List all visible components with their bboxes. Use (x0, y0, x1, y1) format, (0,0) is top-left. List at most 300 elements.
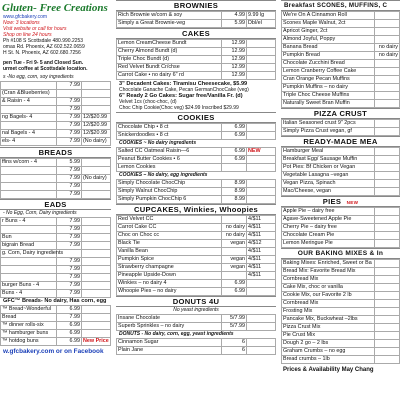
menu-row (1, 130, 111, 138)
item-name: Cherry Pie – dairy free (282, 224, 375, 232)
item-name: Chocolate Chip • 8 ct (117, 124, 222, 132)
item-price: 12.99 (222, 72, 247, 80)
item-note (82, 282, 111, 290)
menu-row (282, 164, 400, 172)
allergen-note: s -No egg, corn, soy ingredients (3, 74, 74, 80)
item-price (375, 128, 400, 136)
menu-row (117, 347, 276, 355)
menu-row (1, 242, 111, 250)
menu-row (282, 60, 400, 68)
gfc-breads-line: GFC™ Breads- No dairy, Has corn, egg (3, 298, 107, 304)
item-name: Naturally Sweet Bran Muffin (282, 100, 375, 108)
item-name: Choc on Choc cc (117, 232, 222, 240)
item-name: Cornbread Mix (282, 276, 375, 284)
item-name: Simply Pumpkin ChocChip 6 (117, 196, 222, 204)
item-note: New Price (83, 338, 109, 344)
breads-table (0, 158, 111, 199)
item-name: Buns - 4 (1, 290, 57, 298)
item-note (82, 314, 111, 322)
item-price (375, 292, 400, 300)
mixes-table (281, 259, 400, 364)
item-price (375, 100, 400, 108)
item-price (375, 164, 400, 172)
menu-row (282, 36, 400, 44)
pies-table (281, 207, 400, 248)
item-price (375, 172, 400, 180)
item-note: 4/$11 (247, 264, 276, 272)
menu-row (1, 175, 111, 183)
item-note (82, 330, 111, 338)
hours-note: Visit website or call for hours (3, 26, 67, 32)
menu-row (282, 28, 400, 36)
website-footer[interactable]: w.gfcbakery.com or on Facebook (3, 348, 104, 355)
section-header-cakes: CAKES (116, 28, 276, 39)
item-name: Italian Seasoned crust 9" 2pcs (282, 120, 375, 128)
menu-row (1, 98, 111, 106)
menu-row (117, 180, 276, 188)
item-note (247, 124, 276, 132)
menu-row (117, 56, 276, 64)
section-header-breads: BREADS (0, 147, 111, 158)
item-price: 6.99 (57, 330, 82, 338)
item-price: no dairy (375, 52, 400, 60)
item-price (375, 156, 400, 164)
item-price: 5.99 (57, 159, 82, 167)
menu-row (282, 332, 400, 340)
six-inch-cakes-sub: Velvet 1cs (choc-choc, (d) (119, 99, 177, 105)
donuts-table (116, 314, 276, 331)
item-price: 7.99 (57, 82, 82, 90)
item-name (1, 191, 57, 199)
item-price: 6.99 (57, 306, 82, 314)
item-note (247, 196, 276, 204)
item-price: 7.99 (57, 226, 82, 234)
item-name: Frosting Mix (282, 308, 375, 316)
breakfast-table (281, 11, 400, 108)
menu-row (1, 167, 111, 175)
menu-row (1, 90, 111, 98)
item-price (375, 268, 400, 276)
item-name: Dough 2 go – 2 lbs (282, 340, 375, 348)
item-note (247, 323, 276, 331)
menu-row (1, 226, 111, 234)
item-name: Black Tie (117, 240, 222, 248)
item-name: Bread crumbs – 1lb (282, 356, 375, 364)
item-name: Triple Choc Cheese Muffins (282, 92, 375, 100)
menu-row (117, 48, 276, 56)
item-price (375, 232, 400, 240)
item-note: 4/$11 (247, 224, 276, 232)
item-name: ™ hamburger buns (1, 330, 57, 338)
pies-title: PIES (322, 197, 342, 206)
six-inch-cakes-sub: Choc Chip Cookie(Choc veg) $24.99 Inscribed $29.99 (119, 105, 239, 111)
item-name: Banana Bread (282, 44, 375, 52)
item-note (82, 242, 111, 250)
item-price (375, 36, 400, 44)
item-note (82, 90, 111, 98)
menu-row (282, 128, 400, 136)
address-line: omas Rd. Phoenix, AZ 602.522.0659 (3, 44, 85, 50)
item-price: 6.99 (222, 148, 247, 156)
item-name: Lemon Cookies (117, 164, 222, 172)
menu-row (117, 248, 276, 256)
item-name: Pumpkin Muffins – no dairy (282, 84, 375, 92)
item-name (1, 122, 57, 130)
section-header-donuts: DONUTS 4U (116, 296, 276, 307)
item-name: Simply Walnut ChocChip (117, 188, 222, 196)
menu-row (117, 256, 276, 264)
item-note (82, 306, 111, 314)
item-note (82, 106, 111, 114)
cookies-allergen-note-2: COOKIES – No dairy, egg ingredients (119, 172, 208, 178)
item-price: 6.99 (222, 156, 247, 164)
item-price (375, 276, 400, 284)
item-note: 12/$20.99 (82, 130, 111, 138)
item-price: 7.99 (57, 242, 82, 250)
menu-row (282, 148, 400, 156)
menu-row (117, 323, 276, 331)
section-header-cookies: COOKIES (116, 112, 276, 123)
item-note (82, 266, 111, 274)
item-name: Breakfast Egg/ Sausage Muffin (282, 156, 375, 164)
menu-row (117, 240, 276, 248)
menu-row (1, 330, 111, 338)
menu-row (117, 216, 276, 224)
item-name: (Cran &Blueberries) (1, 90, 57, 98)
item-name: Bread (1, 314, 57, 322)
item-name: Apple Pie – dairy free (282, 208, 375, 216)
menu-row (1, 258, 111, 266)
item-note: 4/$11 (247, 272, 276, 280)
item-price: 8.99 (222, 180, 247, 188)
item-name: Snickerdoodles • 8 ct (117, 132, 222, 140)
item-note: (No dairy) (82, 175, 111, 183)
item-price: vegan (222, 240, 247, 248)
item-price (375, 28, 400, 36)
item-price (222, 164, 247, 172)
menu-row (117, 40, 276, 48)
item-price: 5/7.99 (222, 323, 247, 331)
item-price: 7.99 (57, 290, 82, 298)
menu-row (282, 120, 400, 128)
item-name: Bread Mix: Favorite Bread Mix (282, 268, 375, 276)
store-hours: pen Tue - Fri 9- 5 and Closed Sun. (3, 60, 84, 66)
item-price (375, 76, 400, 84)
menu-row (282, 348, 400, 356)
menu-row (1, 183, 111, 191)
item-price: 12.99 (222, 64, 247, 72)
item-price (375, 188, 400, 196)
menu-row (282, 216, 400, 224)
item-name: Peanut Butter Cookies • 6 (117, 156, 222, 164)
item-price: 7.99 (57, 218, 82, 226)
donuts-plain-table (116, 338, 276, 355)
menu-row (1, 306, 111, 314)
item-note (247, 132, 276, 140)
menu-row (1, 114, 111, 122)
menu-row (1, 322, 111, 330)
menu-row (282, 92, 400, 100)
item-name: bigrain Bread (1, 242, 57, 250)
item-name: Simply Chocolate ChocChip (117, 180, 222, 188)
brownies-table (116, 11, 276, 28)
section-header-ready-made: READY-MADE MEA (281, 136, 400, 147)
menu-row (282, 68, 400, 76)
menu-row (117, 339, 276, 347)
item-price: 8.99 (222, 188, 247, 196)
item-price: 7.99 (57, 183, 82, 191)
menu-row (1, 338, 111, 346)
item-name: Vegan Pizza, Spinach (282, 180, 375, 188)
menu-row (282, 156, 400, 164)
item-name (1, 82, 57, 90)
item-note (82, 82, 111, 90)
item-price (375, 120, 400, 128)
item-name: ng Bagels- 4 (1, 114, 57, 122)
menu-row (282, 188, 400, 196)
item-note (82, 167, 111, 175)
three-inch-cakes: 3" Decadent Cakes: Tiramisu Cheesecake, $5.99 (119, 81, 248, 87)
item-name: Mac/Cheese, vegan (282, 188, 375, 196)
section-header-breakfast: Breakfast SCONES, MUFFINS, C (281, 0, 400, 11)
item-name: Pizza Crust Mix (282, 324, 375, 332)
item-note (82, 159, 111, 167)
menu-row (282, 284, 400, 292)
item-price (375, 240, 400, 248)
item-price: 6.99 (222, 124, 247, 132)
item-name: Cake Mix, choc or vanilla (282, 284, 375, 292)
item-price: vegan (222, 264, 247, 272)
menu-row (282, 76, 400, 84)
section-header-pizza: PIZZA CRUST (281, 108, 400, 119)
menu-row (117, 264, 276, 272)
item-name: Winkies – no dairy 4 (117, 280, 222, 288)
item-note (82, 218, 111, 226)
item-note: NEW (247, 148, 276, 156)
item-note (82, 250, 111, 258)
website-url[interactable]: www.gfcbakery.com (3, 14, 48, 20)
item-note (82, 191, 111, 199)
item-price: 12.99 (222, 48, 247, 56)
menu-row (1, 106, 111, 114)
bagel-table (0, 81, 111, 146)
section-header-brownies: BROWNIES (116, 0, 276, 11)
item-price (375, 208, 400, 216)
item-price: 7.99 (57, 130, 82, 138)
item-name: Pie Crust Mix (282, 332, 375, 340)
item-name: Red Velvet Bundt Cr/chse (117, 64, 222, 72)
item-name: burger Buns - 4 (1, 282, 57, 290)
item-name: Cornbread Mix (282, 300, 375, 308)
item-price (222, 248, 247, 256)
item-name: Simply Pizza Crust vegan, gf (282, 128, 375, 136)
menu-row (1, 218, 111, 226)
item-note (247, 156, 276, 164)
item-price: 6.99 (57, 322, 82, 330)
item-price: 7.99 (57, 234, 82, 242)
item-name: Chocolate Zucchini Bread (282, 60, 375, 68)
item-price (222, 216, 247, 224)
item-price: 7.99 (57, 114, 82, 122)
item-price: no dairy (375, 44, 400, 52)
item-note (247, 164, 276, 172)
menu-row (1, 234, 111, 242)
menu-row (1, 191, 111, 199)
menu-row (1, 82, 111, 90)
item-name: Vanilla Bean (117, 248, 222, 256)
item-name: Bun (1, 234, 57, 242)
cookies-table (116, 123, 276, 140)
item-name: Salted CC Oatmeal Raisin—6 (117, 148, 222, 156)
left-column (0, 0, 111, 400)
gfc-breads-table (0, 305, 111, 346)
menu-row (117, 288, 276, 296)
menu-row (1, 282, 111, 290)
menu-row (117, 315, 276, 323)
item-price (375, 340, 400, 348)
item-price (375, 180, 400, 188)
item-note (247, 339, 276, 347)
item-price: 4.99 (222, 12, 247, 20)
item-name: Vegetable Lasagna –vegan (282, 172, 375, 180)
item-name: Chocolate Cream Pie (282, 232, 375, 240)
menu-row (117, 224, 276, 232)
menu-row (282, 316, 400, 324)
item-note (82, 234, 111, 242)
item-note (247, 288, 276, 296)
item-note (82, 322, 111, 330)
item-price (375, 308, 400, 316)
item-price (375, 92, 400, 100)
item-name: Pot Pies: Bf Chicken or Vegan (282, 164, 375, 172)
item-name: ™ hotdog buns (1, 338, 57, 346)
menu-row (282, 300, 400, 308)
item-name (1, 106, 57, 114)
item-price: 7.99 (57, 274, 82, 282)
eads-allergen-note: - No Egg, Corn, Dairy ingredients (3, 210, 77, 216)
item-name: Pineapple Upside-Down (117, 272, 222, 280)
item-note (247, 280, 276, 288)
menu-row (1, 266, 111, 274)
menu-row (117, 148, 276, 156)
item-note: 12/$20.99 (82, 114, 111, 122)
menu-row (117, 280, 276, 288)
menu-row (282, 276, 400, 284)
item-name: Baking Mixes: Enriched, Sweet or Ba (282, 260, 375, 268)
ready-meals-table (281, 147, 400, 196)
menu-row (1, 250, 111, 258)
item-note (247, 56, 276, 64)
item-note (82, 183, 111, 191)
item-price: 6.99 (57, 338, 82, 346)
item-price: 7.99 (57, 191, 82, 199)
menu-row (1, 122, 111, 130)
item-price (375, 332, 400, 340)
item-note: Dbl/el (247, 20, 276, 28)
item-price: 7.99 (57, 98, 82, 106)
menu-row (282, 232, 400, 240)
item-price: 7.99 (57, 122, 82, 130)
item-name (1, 274, 57, 282)
item-name: Pancake Mix, Buckwheat –2lbs (282, 316, 375, 324)
section-header-pies (281, 196, 400, 207)
item-price: 6 (222, 339, 247, 347)
menu-row (117, 232, 276, 240)
item-name: & Raisin - 4 (1, 98, 57, 106)
item-price: 6.99 (222, 280, 247, 288)
menu-row (282, 324, 400, 332)
address-line: H St. N. Phoenix, AZ 602.680.7256 (3, 50, 81, 56)
item-name: Strawberry champagne (117, 264, 222, 272)
menu-row (1, 290, 111, 298)
item-name (1, 258, 57, 266)
item-price (375, 316, 400, 324)
item-price: 5.99 (222, 20, 247, 28)
item-note (247, 48, 276, 56)
item-note (247, 40, 276, 48)
item-price (375, 60, 400, 68)
item-name: Triple Choc Bundt (d) (117, 56, 222, 64)
item-price: 7.99 (57, 314, 82, 322)
item-name: g. Corn, Dairy ingredients (2, 250, 64, 256)
item-note (82, 98, 111, 106)
menu-row (117, 272, 276, 280)
item-note (247, 188, 276, 196)
item-note: (No dairy) (82, 138, 111, 146)
item-price: no dairy (222, 224, 247, 232)
item-price (375, 224, 400, 232)
menu-row (1, 314, 111, 322)
menu-row (282, 44, 400, 52)
item-name: Simply a Great Brownie-veg (117, 20, 222, 28)
menu-row (282, 100, 400, 108)
menu-row (117, 196, 276, 204)
item-name: We're On A Cinnamon Roll (282, 12, 375, 20)
item-price: 7.99 (57, 258, 82, 266)
item-price: 8.99 (222, 196, 247, 204)
item-note (247, 315, 276, 323)
item-name: Superb Sprinkles – no dairy (117, 323, 222, 331)
three-inch-cakes-sub: Chocolate Ganache Cake, Pecan GermanChocCake (veg) (119, 87, 249, 93)
item-name: Carrot Cake CC (117, 224, 222, 232)
bundt-cakes-table (116, 39, 276, 80)
item-name: Cookie Mix, our Favorite 2 lb (282, 292, 375, 300)
item-name: Agave-Sweetened Apple Pie (282, 216, 375, 224)
item-note (82, 290, 111, 298)
locations-line: Now: 3 locations (3, 20, 40, 26)
item-price: 7.99 (57, 175, 82, 183)
item-note (247, 72, 276, 80)
cookies-allergen-note: COOKIES ~ No dairy ingredients (119, 140, 197, 146)
cookies-no-dairy-table (116, 147, 276, 172)
item-price (375, 20, 400, 28)
item-price: no dairy (222, 232, 247, 240)
menu-row (282, 292, 400, 300)
menu-row (117, 164, 276, 172)
item-price (375, 12, 400, 20)
item-price: 6.99 (222, 132, 247, 140)
item-note: 4/$11 (247, 232, 276, 240)
bakery-logo: Gluten- Free Creations (2, 2, 108, 14)
item-name: Graham Crumbs – no egg (282, 348, 375, 356)
item-note (247, 64, 276, 72)
item-price: 12.99 (222, 56, 247, 64)
item-price: vegan (222, 256, 247, 264)
menu-row (282, 208, 400, 216)
item-note (82, 258, 111, 266)
item-note (247, 180, 276, 188)
item-price (222, 272, 247, 280)
